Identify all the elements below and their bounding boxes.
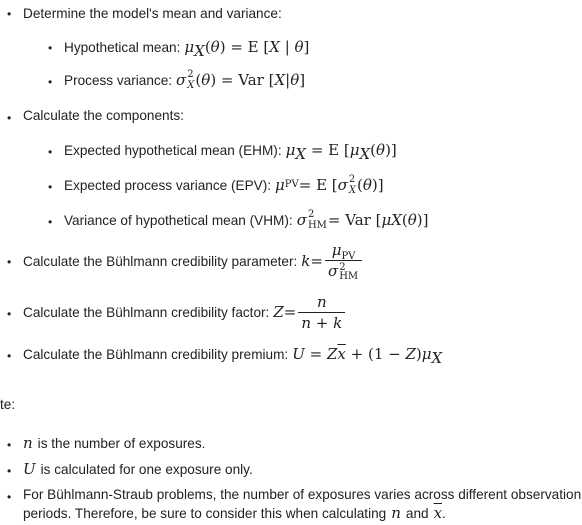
note-u	[23, 459, 253, 479]
step-credibility-parameter	[23, 241, 364, 281]
bullet: •	[7, 7, 12, 21]
note-n	[23, 433, 205, 453]
n-symbol: n	[23, 434, 33, 452]
vhm-label: Variance of hypothetical mean (VHM):	[64, 212, 293, 228]
hypothetical-mean-item	[64, 36, 309, 58]
bullet: •	[48, 180, 53, 194]
bullet: •	[48, 41, 53, 55]
xbar-symbol: $\overline{x}$	[433, 504, 443, 522]
step-credibility-premium	[23, 343, 442, 365]
bullet: •	[7, 464, 12, 478]
z-fraction: $\frac{n}{n + k}$	[298, 294, 345, 331]
ehm-item	[64, 139, 397, 161]
step-label: Calculate the Bühlmann credibility factor:	[23, 304, 270, 320]
bullet: •	[48, 215, 53, 229]
premium-formula: $U = Z\overline{x} + (1 - Z)\mu_X$	[292, 345, 443, 367]
bullet: •	[7, 111, 12, 125]
hypothetical-mean-formula: $\mu_X(\theta) = E$ [X | θ]	[184, 38, 310, 60]
bullet: •	[48, 145, 53, 159]
k-fraction: $\mu_{PV}$ σ 2 HM	[325, 242, 362, 281]
process-variance-item	[64, 68, 305, 92]
bullet: •	[7, 438, 12, 452]
note-text: is the number of exposures.	[37, 435, 206, 451]
step-label: Calculate the Bühlmann credibility parameter:	[23, 253, 298, 269]
note-text-line2: periods. Therefore, be sure to consider this when calculating	[23, 505, 387, 521]
note-text-line1: For Bühlmann-Straub problems, the number of exposures varies across different observation	[23, 486, 582, 502]
process-variance-label: Process variance:	[64, 72, 173, 88]
step-label: Calculate the components:	[23, 107, 184, 123]
step-credibility-factor	[23, 292, 347, 332]
bullet: •	[48, 75, 53, 89]
epv-label: Expected process variance (EPV):	[64, 177, 272, 193]
ehm-label: Expected hypothetical mean (EHM):	[64, 142, 282, 158]
ehm-formula: $\mu_X = E$ $[\mu_X(\theta)]$	[285, 141, 397, 163]
note-buhlmann-straub	[23, 485, 581, 503]
process-variance-formula: σ 2 X ( θ ) = Var [ X | θ ]	[176, 69, 306, 91]
bullet: •	[7, 349, 12, 363]
note-buhlmann-straub-line2	[23, 503, 446, 523]
step-mean-variance	[23, 4, 282, 22]
hypothetical-mean-label: Hypothetical mean:	[64, 39, 181, 55]
bullet: •	[7, 490, 12, 504]
epv-item	[64, 172, 384, 198]
period: .	[442, 505, 446, 521]
step-label: Determine the model's mean and variance:	[23, 5, 282, 21]
z-formula: Z = $\frac{n}{n + k}$	[273, 294, 347, 331]
bullet: •	[7, 307, 12, 321]
step-label: Calculate the Bühlmann credibility premium:	[23, 346, 289, 362]
step-components	[23, 106, 184, 124]
bullet: •	[7, 255, 12, 269]
note-text: is calculated for one exposure only.	[40, 461, 253, 477]
n-symbol: n	[391, 504, 401, 522]
note-heading: te:	[0, 396, 16, 412]
epv-formula: μ PV = E [ σ 2 X ( θ )]	[275, 174, 384, 196]
u-symbol: U	[23, 460, 36, 478]
vhm-formula: σ 2 HM = Var [ μ X ( θ )]	[296, 209, 429, 231]
k-formula: k = $\mu_{PV}$ σ 2 HM	[301, 242, 364, 281]
vhm-item	[64, 207, 428, 233]
and-text: and	[405, 505, 429, 521]
